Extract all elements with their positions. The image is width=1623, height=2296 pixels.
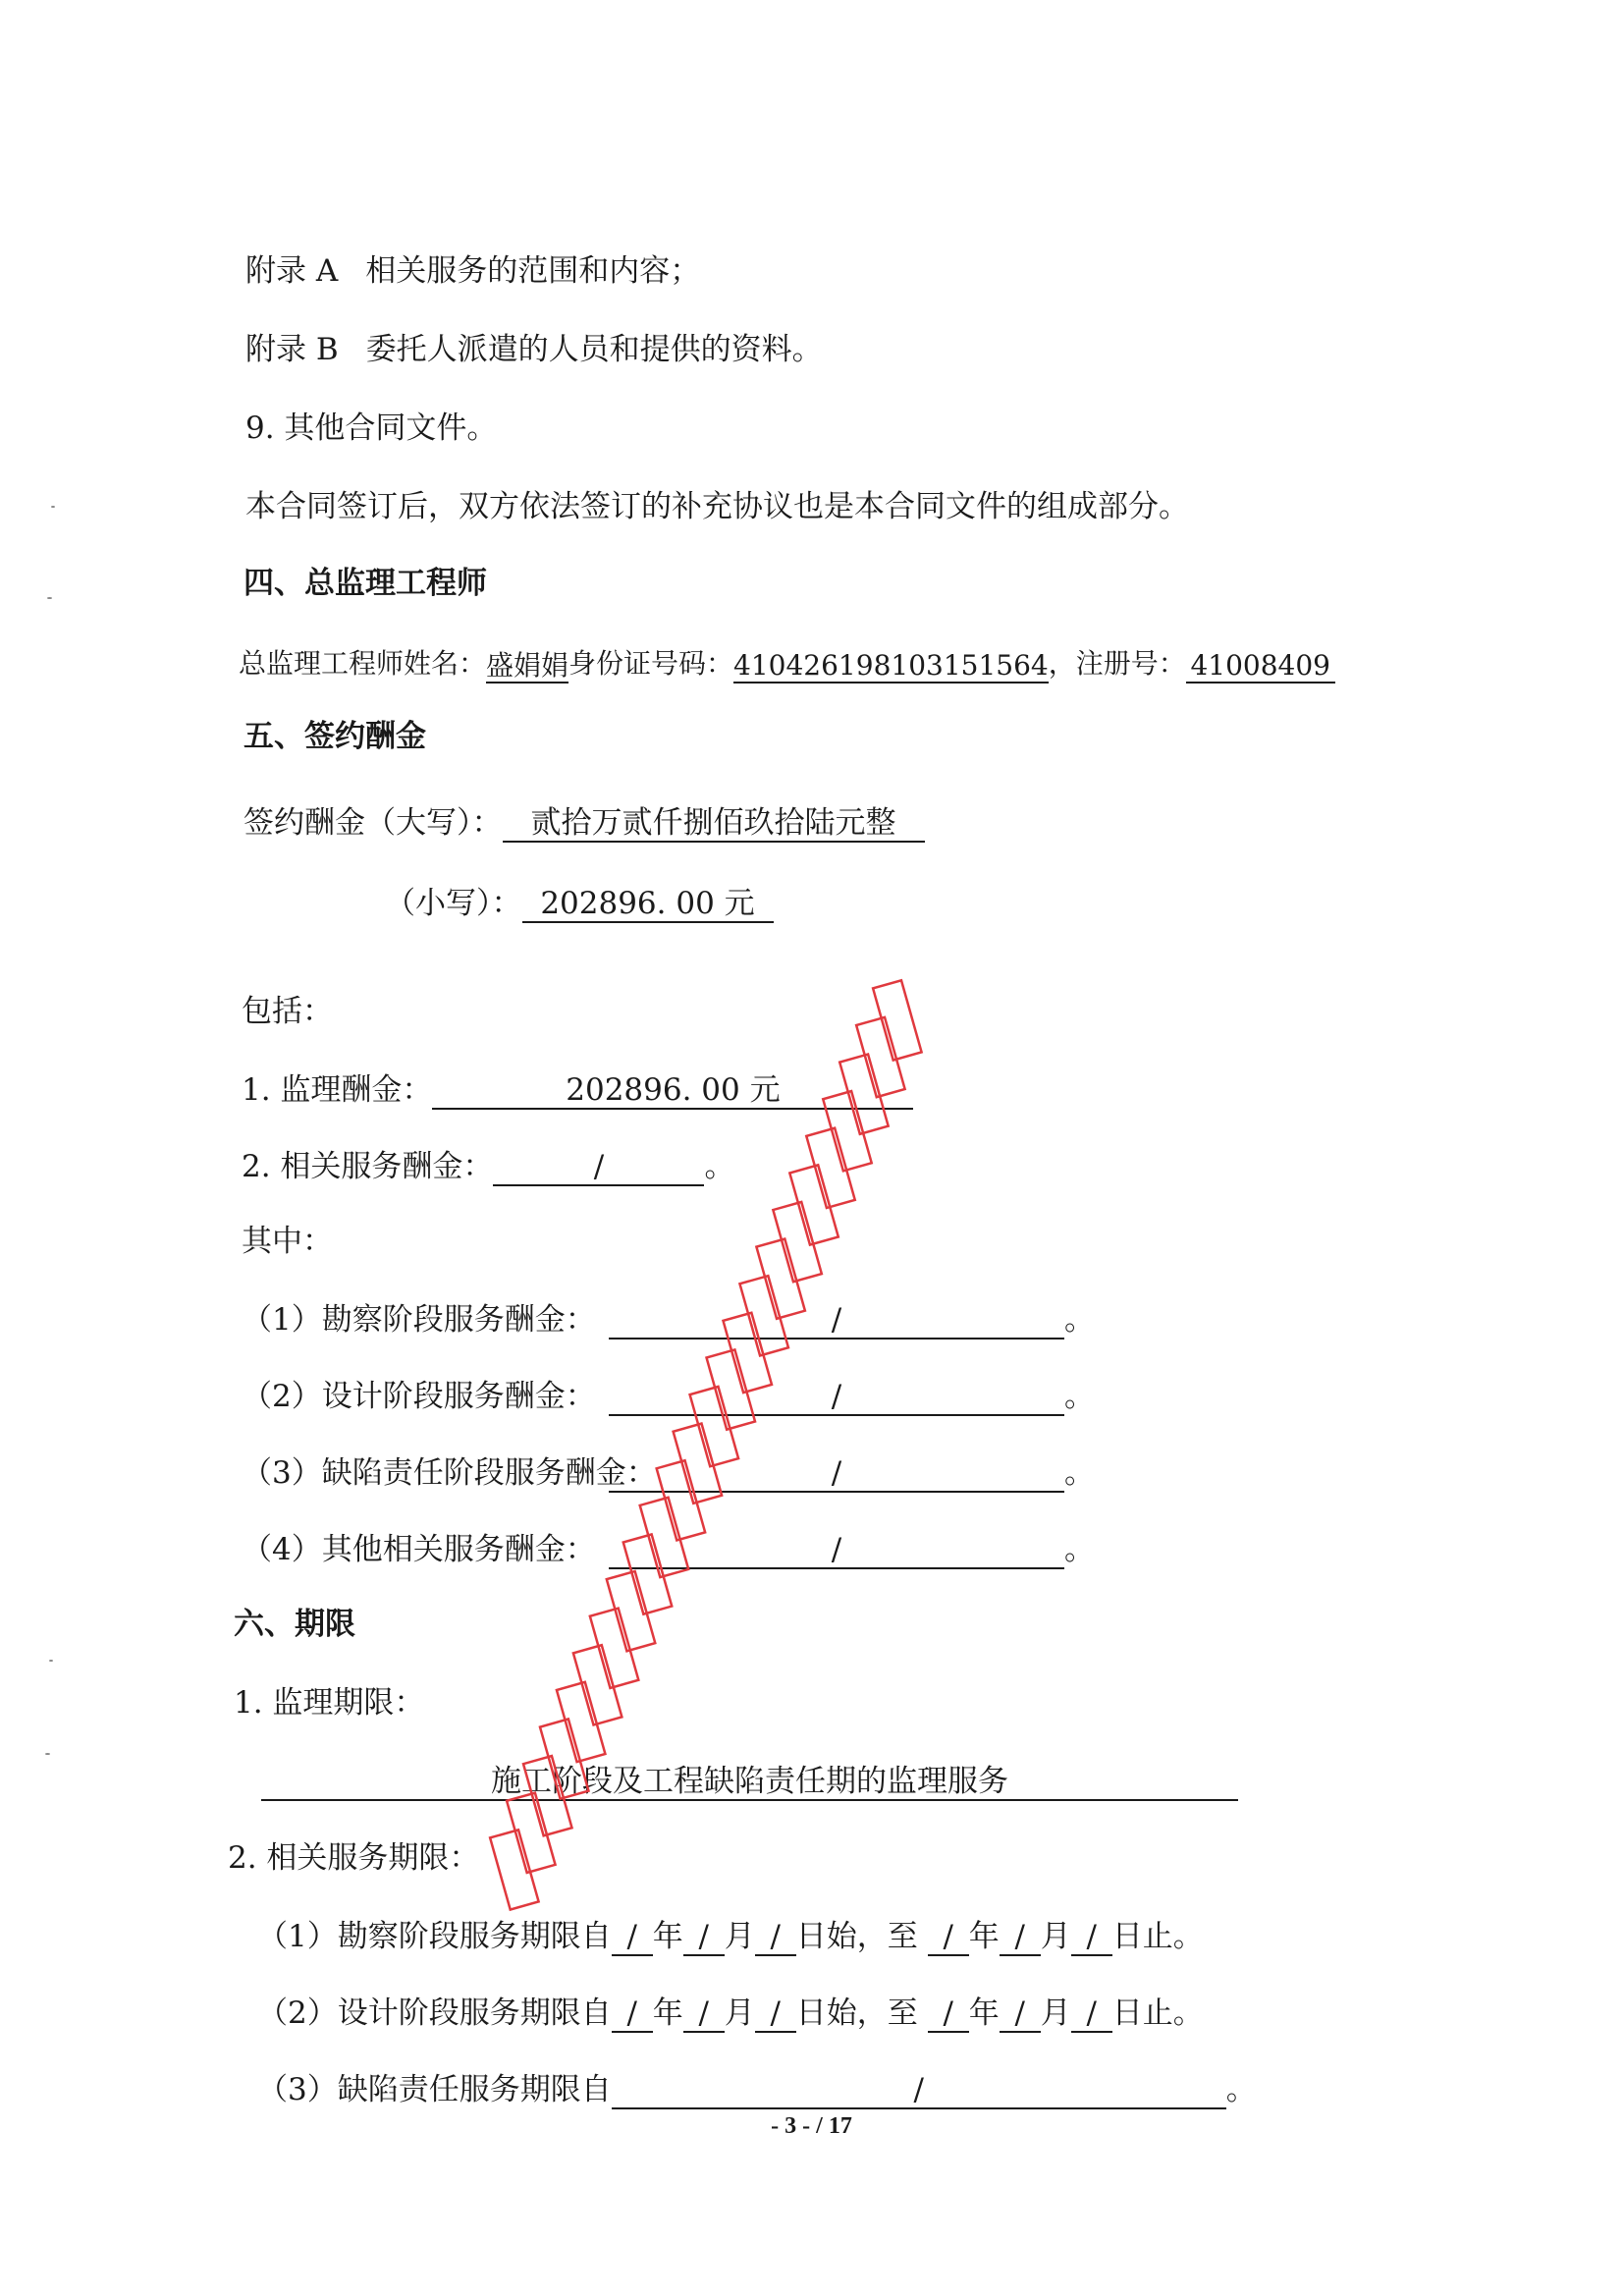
stamp-cell (873, 980, 921, 1060)
stamp-cell (806, 1128, 854, 1208)
chief-engineer-line (239, 644, 1335, 683)
defect-period-line (257, 2070, 1257, 2109)
year-label: 年 (652, 1995, 683, 2031)
day-start-label: 日始，至 (795, 1919, 918, 1954)
appendix-b-text: 委托人派遣的人员和提供的资料。 (365, 332, 823, 367)
stamp-cell (607, 1571, 655, 1651)
design-end-month: / (1000, 1994, 1041, 2033)
sub-fee-value: / (609, 1530, 1064, 1569)
design-start-year: / (612, 1994, 653, 2033)
fee2-line (242, 1147, 734, 1186)
scan-speck (45, 1753, 50, 1755)
day-end-label: 日止。 (1111, 1995, 1204, 2031)
id-number: 410426198103151564 (733, 646, 1049, 683)
fee2-value: / (493, 1147, 704, 1186)
fee1-label: 1. 监理酬金： (242, 1072, 433, 1108)
appendix-a-line (245, 251, 700, 291)
section5-heading: 五、签约酬金 (243, 719, 426, 754)
year-label: 年 (652, 1919, 683, 1954)
sub-fee-period: 。 (1064, 1455, 1095, 1491)
survey-period-line (257, 1917, 1204, 1956)
stamp-cell (573, 1645, 622, 1724)
fee1-value: 202896. 00 元 (432, 1070, 913, 1110)
fee-upper-label: 签约酬金（大写）： (243, 805, 503, 841)
appendix-a-text: 相关服务的范围和内容； (365, 253, 701, 289)
fee-lower-line (385, 884, 774, 923)
stamp-cell (773, 1202, 821, 1282)
among-label: 其中： (242, 1224, 333, 1259)
defect-prefix: （3）缺陷责任服务期限自 (257, 2072, 612, 2107)
sub-fee-period: 。 (1064, 1379, 1095, 1414)
term1-line (261, 1762, 1238, 1801)
stamp-cell (590, 1609, 638, 1688)
supplement-note: 本合同签订后，双方依法签订的补充协议也是本合同文件的组成部分。 (245, 489, 1189, 524)
defect-end: 。 (1225, 2072, 1257, 2107)
design-end-day: / (1071, 1994, 1112, 2033)
year-label: 年 (968, 1919, 1000, 1954)
section4-heading: 四、总监理工程师 (243, 566, 487, 601)
sub-fee-label: （4）其他相关服务酬金： (242, 1532, 596, 1567)
sub-fee-value: / (609, 1453, 1064, 1493)
sub-fee-label: （1）勘察阶段服务酬金： (242, 1302, 596, 1338)
id-label: 身份证号码： (568, 647, 734, 680)
month-label: 月 (724, 1919, 755, 1954)
survey-start-month: / (683, 1917, 725, 1956)
sub-fee-period: 。 (1064, 1532, 1095, 1567)
stamp-cell (789, 1165, 838, 1244)
design-end-year: / (928, 1994, 969, 2033)
term1-label: 1. 监理期限： (234, 1685, 425, 1721)
sub-fee-value: / (609, 1377, 1064, 1416)
fee-upper-value: 贰拾万贰仟捌佰玖拾陆元整 (503, 803, 925, 843)
stamp-cell (490, 1830, 538, 1909)
name-label: 总监理工程师姓名： (239, 647, 487, 680)
design-prefix: （2）设计阶段服务期限自 (257, 1995, 612, 2031)
reg-number: 41008409 (1186, 646, 1335, 683)
engineer-name: 盛娟娟 (486, 646, 568, 683)
term1-value: 施工阶段及工程缺陷责任期的监理服务 (261, 1762, 1238, 1801)
design-period-line (257, 1994, 1204, 2033)
appendix-b-line (245, 330, 823, 369)
year-label: 年 (968, 1995, 1000, 2031)
page-number: - 3 - / 17 (771, 2113, 852, 2139)
term2-label: 2. 相关服务期限： (228, 1840, 480, 1876)
design-start-month: / (683, 1994, 725, 2033)
scan-speck (47, 597, 52, 599)
sub-fee-row (242, 1377, 1095, 1416)
sub-fee-label: （3）缺陷责任阶段服务酬金： (242, 1455, 657, 1491)
survey-end-day: / (1071, 1917, 1112, 1956)
stamp-cell (557, 1682, 605, 1762)
survey-start-year: / (612, 1917, 653, 1956)
stamp-cell (507, 1793, 555, 1873)
fee-lower-value: 202896. 00 元 (522, 884, 774, 923)
month-label: 月 (1040, 1995, 1071, 2031)
fee1-line (242, 1070, 913, 1110)
scan-speck (51, 506, 55, 508)
reg-label: ，注册号： (1048, 647, 1186, 680)
design-start-day: / (755, 1994, 796, 2033)
fee2-label: 2. 相关服务酬金： (242, 1149, 494, 1184)
month-label: 月 (724, 1995, 755, 2031)
survey-prefix: （1）勘察阶段服务期限自 (257, 1919, 612, 1954)
survey-start-day: / (755, 1917, 796, 1956)
appendix-b-label: 附录 B (245, 332, 339, 367)
day-end-label: 日止。 (1111, 1919, 1204, 1954)
fee-upper-line (243, 803, 925, 843)
sub-fee-row (242, 1530, 1095, 1569)
fee-lower-label: （小写）： (385, 886, 522, 921)
sub-fee-row (242, 1453, 1095, 1493)
appendix-a-label: 附录 A (245, 253, 339, 289)
includes-label: 包括： (242, 994, 333, 1029)
sub-fee-value: / (609, 1300, 1064, 1339)
survey-end-month: / (1000, 1917, 1041, 1956)
defect-value: / (612, 2070, 1226, 2109)
scan-speck (49, 1660, 53, 1662)
sub-fee-period: 。 (1064, 1302, 1095, 1338)
sub-fee-label: （2）设计阶段服务酬金： (242, 1379, 596, 1414)
item-9: 9. 其他合同文件。 (245, 410, 498, 446)
section6-heading: 六、期限 (234, 1607, 355, 1642)
sub-fee-row (242, 1300, 1095, 1339)
survey-end-year: / (928, 1917, 969, 1956)
day-start-label: 日始，至 (795, 1995, 918, 2031)
fee2-period: 。 (704, 1149, 735, 1184)
month-label: 月 (1040, 1919, 1071, 1954)
